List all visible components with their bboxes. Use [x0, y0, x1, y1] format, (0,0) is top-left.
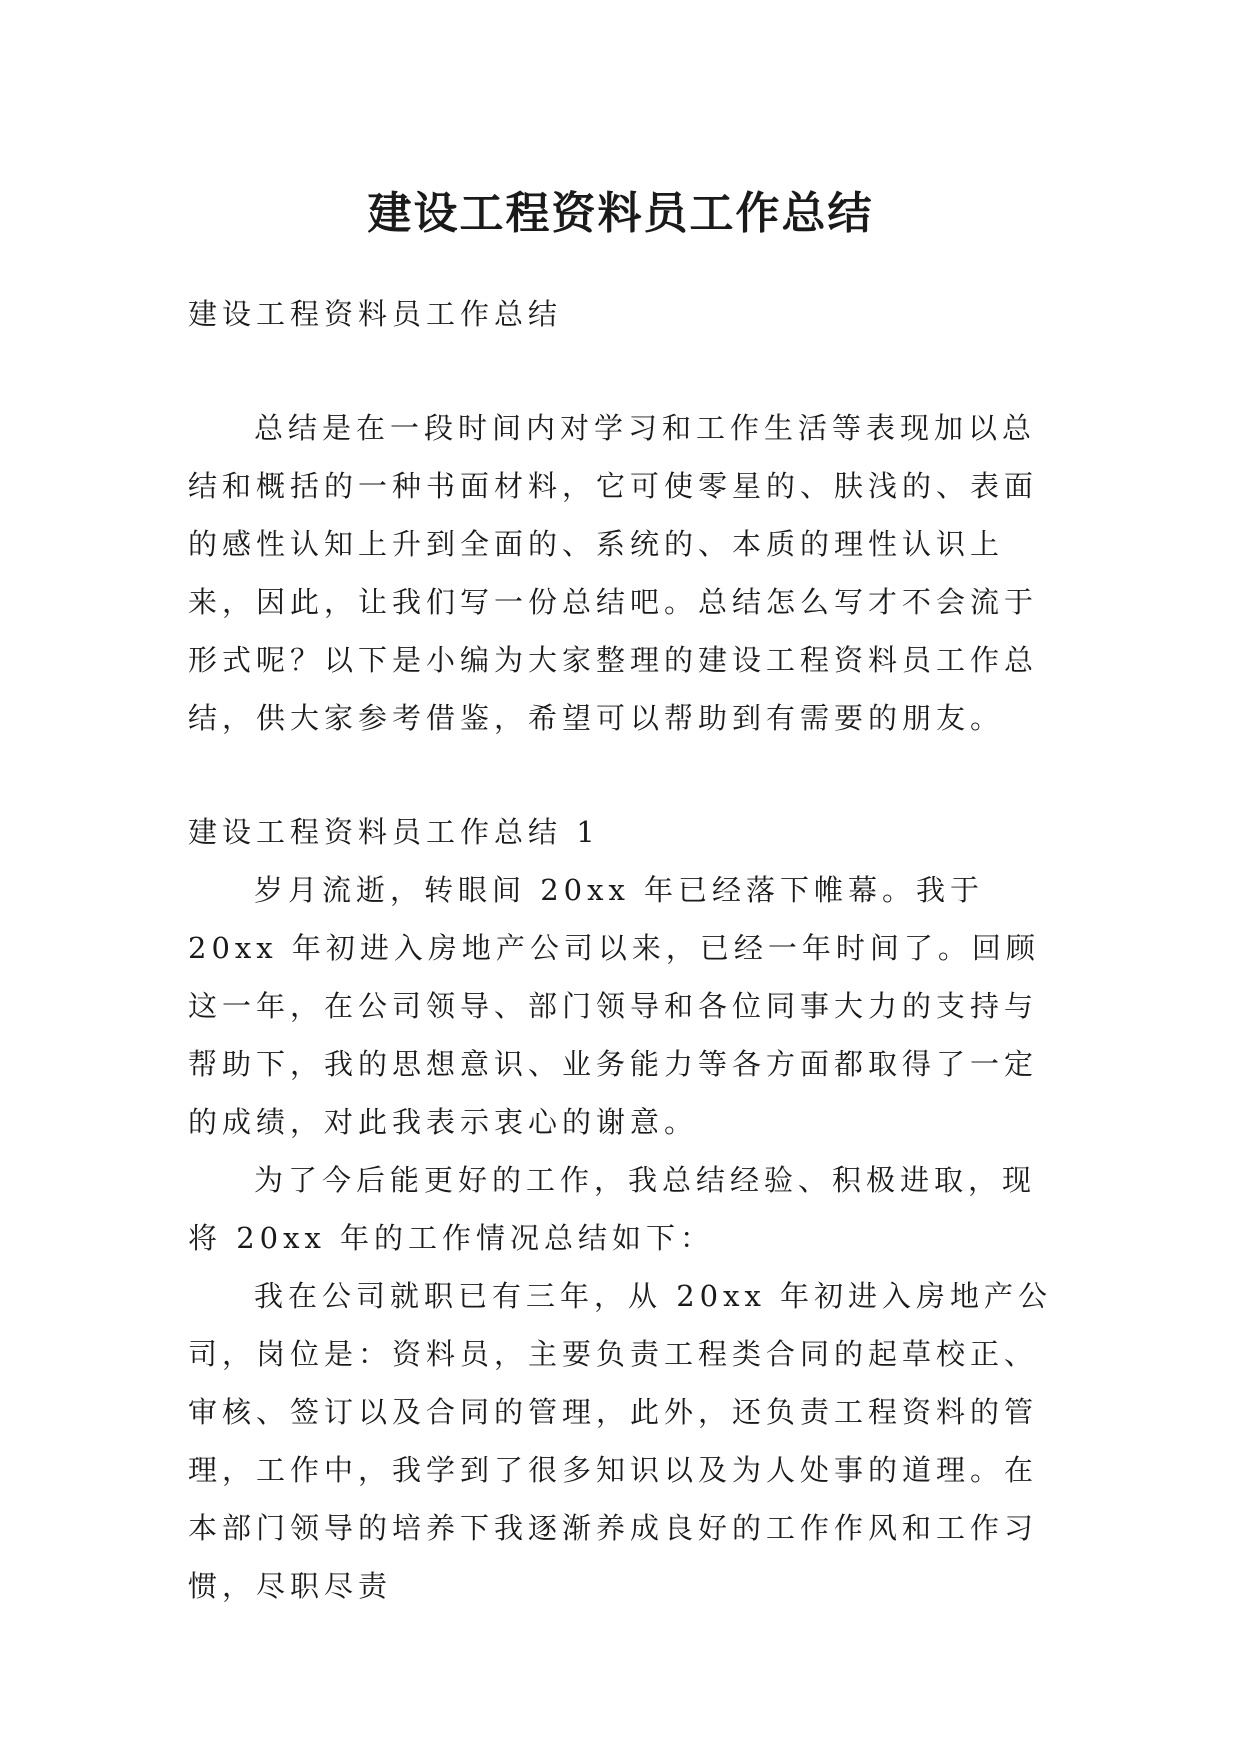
body-paragraph-2: 为了今后能更好的工作，我总结经验、积极进取，现将 20xx 年的工作情况总结如下： — [188, 1163, 1037, 1255]
document-subtitle: 建设工程资料员工作总结 — [188, 297, 563, 331]
body-paragraph-3: 我在公司就职已有三年，从 20xx 年初进入房地产公司，岗位是：资料员，主要负责工程类合同的起草校正、审核、签订以及合同的管理，此外，还负责工程资料的管理，工作中，我学到了很多知识以及为人处事的道理。在本部门领导的培养下我逐渐养成良好的工作作风和工作习惯，尽职尽责 — [188, 1279, 1053, 1603]
section-heading-1: 建设工程资料员工作总结 1 — [188, 815, 600, 849]
document-body — [188, 285, 1068, 1615]
body-paragraph-1: 岁月流逝，转眼间 20xx 年已经落下帷幕。我于 20xx 年初进入房地产公司以来，已经一年时间了。回顾这一年，在公司领导、部门领导和各位同事大力的支持与帮助下，我的思想意识、业务能力等各方面都取得了一定的成绩，对此我表示衷心的谢意。 — [188, 873, 1040, 1139]
intro-paragraph: 总结是在一段时间内对学习和工作生活等表现加以总结和概括的一种书面材料，它可使零星的、肤浅的、表面的感性认知上升到全面的、系统的、本质的理性认识上来，因此，让我们写一份总结吧。总结怎么写才不会流于形式呢？以下是小编为大家整理的建设工程资料员工作总结，供大家参考借鉴，希望可以帮助到有需要的朋友。 — [188, 411, 1039, 735]
page-title: 建设工程资料员工作总结 — [367, 188, 874, 240]
